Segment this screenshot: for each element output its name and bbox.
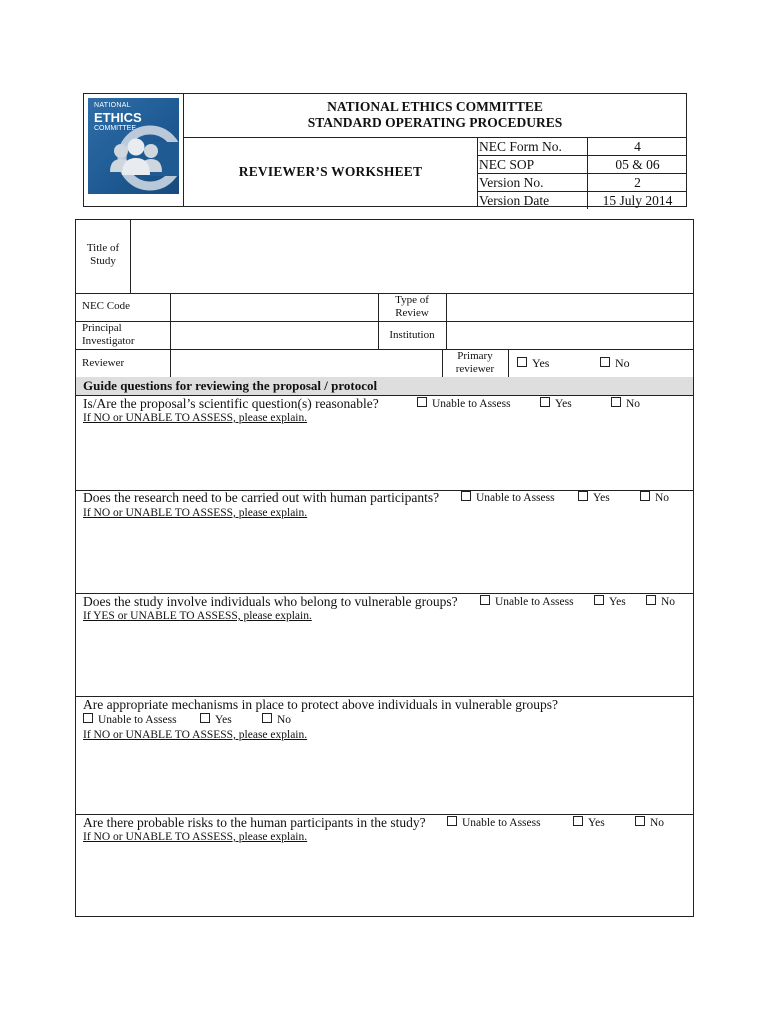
logo-text-ethics: ETHICS (94, 110, 142, 125)
label-line: Review (395, 307, 429, 319)
primary-reviewer-label (442, 350, 508, 376)
title-of-study-label (76, 242, 130, 268)
option-label: Unable to Assess (495, 596, 574, 608)
guide-heading: Guide questions for reviewing the proposal / protocol (76, 377, 693, 395)
checkbox-icon[interactable] (646, 595, 656, 605)
meta-row (478, 192, 686, 209)
label-line: reviewer (455, 363, 495, 375)
meta-key: Version Date (479, 193, 550, 208)
checkbox-icon[interactable] (262, 713, 272, 723)
q4-yes-option[interactable] (200, 713, 232, 727)
option-label: Unable to Assess (98, 714, 177, 726)
meta-value: 2 (587, 174, 687, 191)
question-1-explain: If NO or UNABLE TO ASSESS, please explain. (83, 412, 308, 424)
people-icon (88, 98, 179, 194)
option-label: Yes (588, 817, 605, 829)
institution-input[interactable] (447, 322, 693, 349)
principal-investigator-label (82, 322, 135, 348)
title-of-study-input[interactable] (131, 220, 693, 292)
checkbox-icon[interactable] (640, 491, 650, 501)
meta-key: Version No. (479, 175, 544, 190)
checkbox-icon[interactable] (611, 397, 621, 407)
label-line: Title of (86, 242, 120, 254)
meta-value: 15 July 2014 (587, 192, 687, 209)
checkbox-icon[interactable] (594, 595, 604, 605)
logo-text-committee: COMMITTEE (94, 125, 136, 132)
label-line: Primary (457, 350, 493, 362)
sop-title: STANDARD OPERATING PROCEDURES (307, 115, 563, 130)
question-3-text: Does the study involve individuals who belong to vulnerable groups? (83, 594, 458, 609)
option-label: Yes (532, 356, 550, 370)
checkbox-icon[interactable] (635, 816, 645, 826)
type-of-review-input[interactable] (447, 294, 693, 321)
question-4-text: Are appropriate mechanisms in place to protect above individuals in vulnerable groups? (83, 697, 558, 712)
logo-cell (84, 94, 184, 206)
option-label: No (615, 356, 630, 370)
meta-row (478, 138, 686, 156)
meta-row (478, 156, 686, 174)
committee-name: NATIONAL ETHICS COMMITTEE (327, 99, 543, 114)
q2-yes-option[interactable] (578, 491, 610, 505)
q3-unable-option[interactable] (480, 595, 574, 609)
reviewer-input[interactable] (171, 350, 441, 377)
committee-title (184, 94, 686, 138)
nec-code-input[interactable] (171, 294, 377, 321)
q1-no-option[interactable] (611, 397, 640, 411)
question-2-text: Does the research need to be carried out with human participants? (83, 490, 440, 505)
logo-text-national: NATIONAL (94, 102, 131, 109)
label-line: Study (90, 255, 116, 267)
form-meta-table (478, 138, 686, 209)
option-label: Yes (609, 596, 626, 608)
checkbox-icon[interactable] (200, 713, 210, 723)
meta-key: NEC Form No. (479, 139, 562, 154)
question-5-text: Are there probable risks to the human participants in the study? (83, 815, 426, 830)
q1-unable-option[interactable] (417, 397, 511, 411)
option-label: Unable to Assess (462, 817, 541, 829)
checkbox-icon[interactable] (517, 357, 527, 367)
meta-row (478, 174, 686, 192)
option-label: No (626, 398, 641, 410)
primary-reviewer-no[interactable] (600, 356, 630, 370)
meta-key: NEC SOP (479, 157, 535, 172)
reviewer-label: Reviewer (82, 357, 125, 369)
checkbox-icon[interactable] (600, 357, 610, 367)
label-line: Type of (395, 294, 429, 306)
label-line: Investigator (82, 335, 135, 347)
checkbox-icon[interactable] (461, 491, 471, 501)
option-label: Yes (215, 714, 232, 726)
primary-reviewer-yes[interactable] (517, 356, 549, 370)
checkbox-icon[interactable] (480, 595, 490, 605)
question-4-explain: If NO or UNABLE TO ASSESS, please explain. (83, 729, 308, 741)
nec-code-label: NEC Code (82, 300, 130, 312)
q4-no-option[interactable] (262, 713, 291, 727)
type-of-review-label (378, 294, 446, 320)
checkbox-icon[interactable] (83, 713, 93, 723)
meta-value: 4 (587, 138, 687, 155)
q5-unable-option[interactable] (447, 816, 541, 830)
question-1-answer-area[interactable] (76, 426, 693, 489)
checkbox-icon[interactable] (573, 816, 583, 826)
option-label: No (277, 714, 292, 726)
question-3-explain: If YES or UNABLE TO ASSESS, please explain. (83, 610, 312, 622)
meta-value: 05 & 06 (587, 156, 687, 173)
label-line: Principal (82, 322, 122, 334)
question-2-answer-area[interactable] (76, 521, 693, 592)
q3-yes-option[interactable] (594, 595, 626, 609)
q2-no-option[interactable] (640, 491, 669, 505)
worksheet-title: REVIEWER’S WORKSHEET (184, 138, 478, 206)
option-label: No (655, 492, 670, 504)
q3-no-option[interactable] (646, 595, 675, 609)
q2-unable-option[interactable] (461, 491, 555, 505)
question-2-explain: If NO or UNABLE TO ASSESS, please explain. (83, 507, 308, 519)
question-5-explain: If NO or UNABLE TO ASSESS, please explain. (83, 831, 308, 843)
option-label: No (650, 817, 665, 829)
checkbox-icon[interactable] (540, 397, 550, 407)
document-header (83, 93, 687, 207)
option-label: No (661, 596, 676, 608)
question-5-answer-area[interactable] (76, 845, 693, 915)
question-3-answer-area[interactable] (76, 624, 693, 695)
worksheet-form (75, 219, 694, 917)
checkbox-icon[interactable] (578, 491, 588, 501)
divider (508, 349, 509, 377)
principal-investigator-input[interactable] (171, 322, 377, 349)
q5-no-option[interactable] (635, 816, 664, 830)
option-label: Unable to Assess (476, 492, 555, 504)
q5-yes-option[interactable] (573, 816, 605, 830)
question-4-answer-area[interactable] (76, 743, 693, 813)
q1-yes-option[interactable] (540, 397, 572, 411)
checkbox-icon[interactable] (417, 397, 427, 407)
q4-unable-option[interactable] (83, 713, 177, 727)
question-1-text: Is/Are the proposal’s scientific question(s) reasonable? (83, 396, 379, 411)
checkbox-icon[interactable] (447, 816, 457, 826)
option-label: Yes (593, 492, 610, 504)
nec-logo (88, 98, 179, 194)
option-label: Yes (555, 398, 572, 410)
option-label: Unable to Assess (432, 398, 511, 410)
institution-label: Institution (389, 329, 435, 341)
